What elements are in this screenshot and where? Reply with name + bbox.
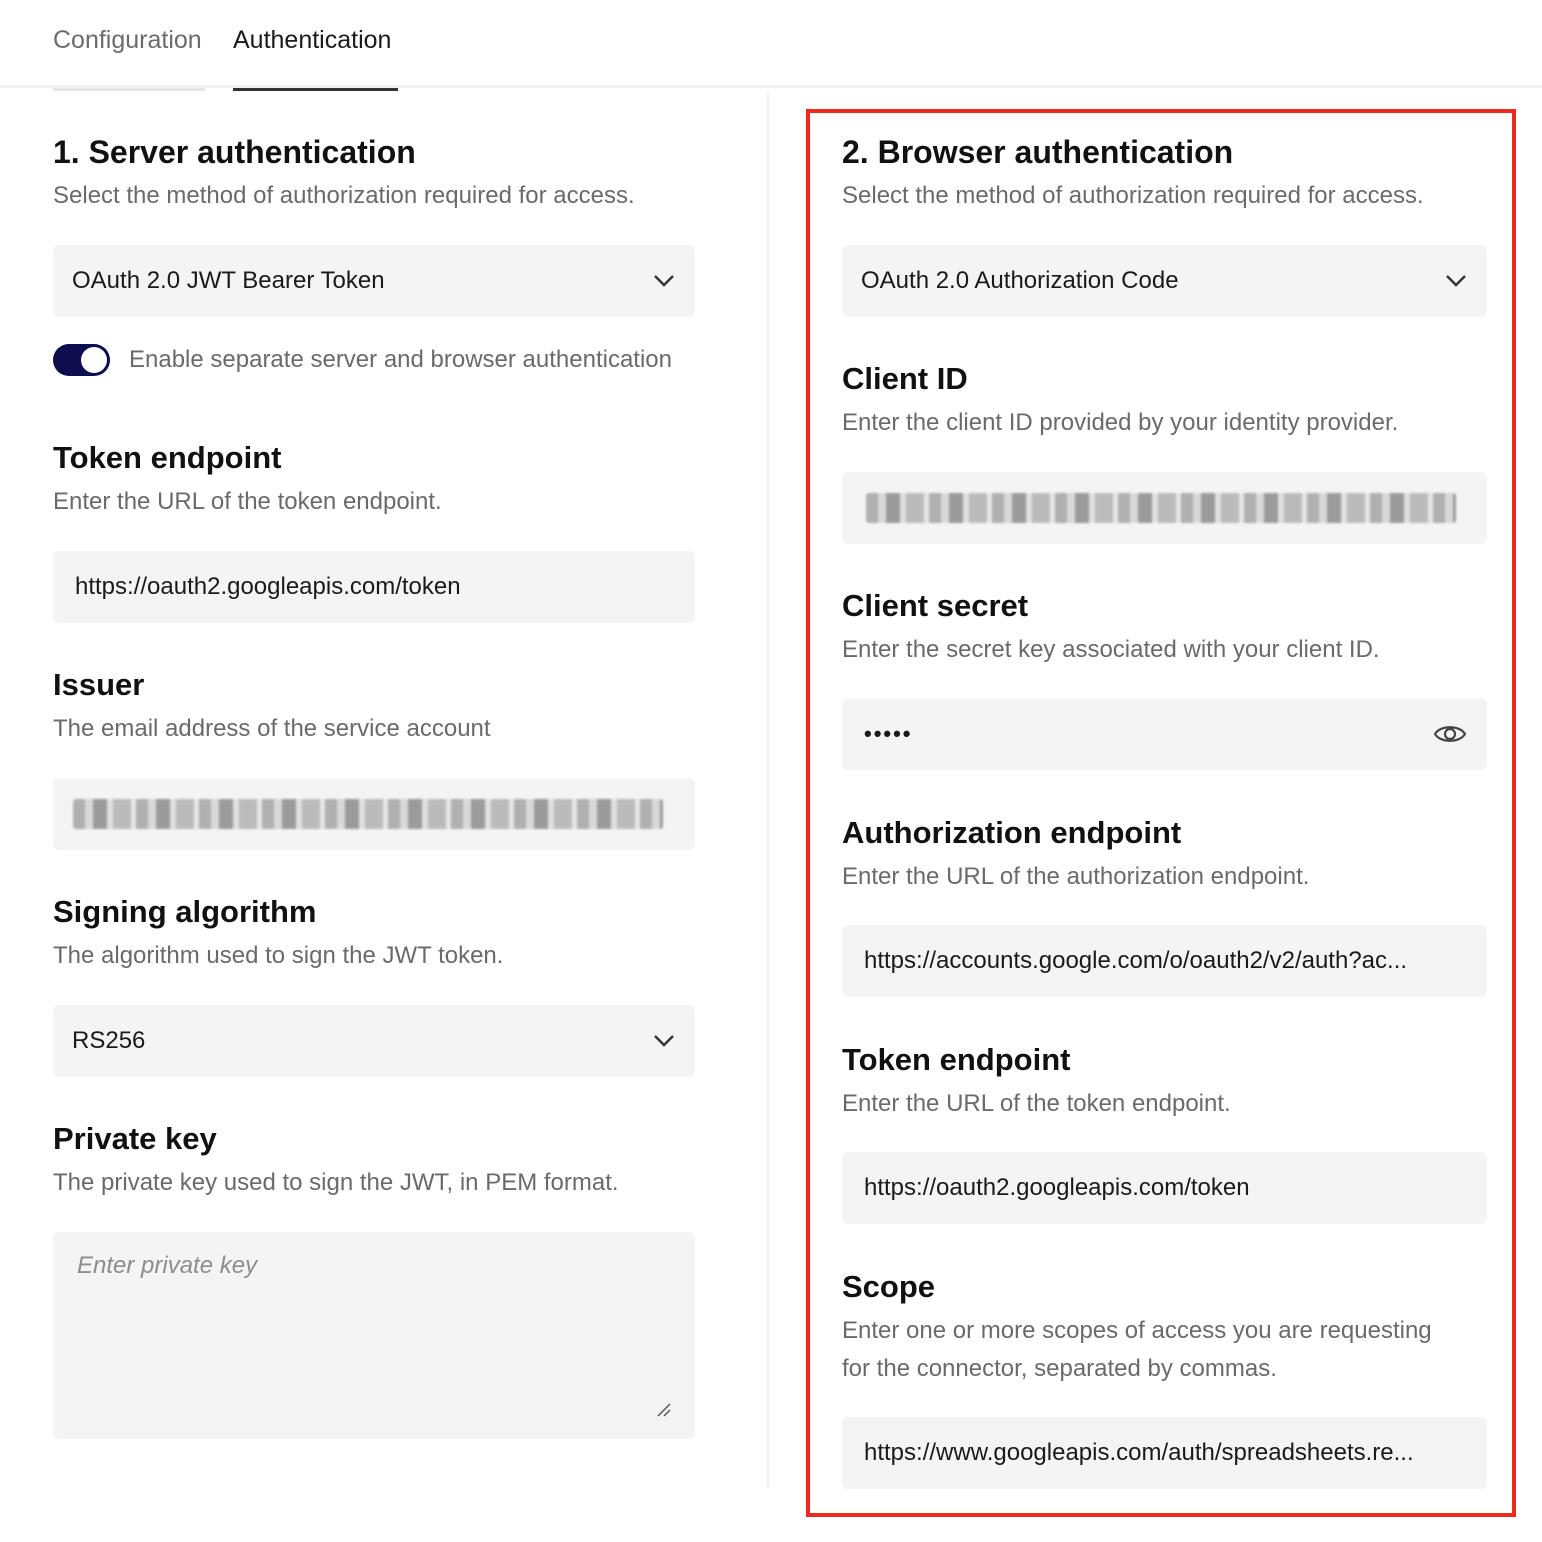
browser-token-endpoint-label: Token endpoint (842, 1042, 1071, 1077)
signing-algorithm-value: RS256 (72, 1027, 146, 1054)
scope-input[interactable] (842, 1417, 1487, 1489)
server-token-endpoint-label: Token endpoint (53, 440, 282, 475)
server-token-endpoint-value: https://oauth2.googleapis.com/token (75, 573, 461, 600)
issuer-input[interactable] (53, 778, 695, 850)
signing-algorithm-label: Signing algorithm (53, 894, 317, 929)
client-id-input[interactable] (842, 472, 1487, 544)
server-auth-title: 1. Server authentication (53, 134, 416, 170)
client-secret-value: ••••• (864, 721, 913, 746)
client-id-description: Enter the client ID provided by your identity provider. (842, 409, 1399, 436)
scope-label: Scope (842, 1269, 936, 1304)
client-secret-input[interactable] (842, 698, 1487, 770)
authorization-endpoint-value: https://accounts.google.com/o/oauth2/v2/auth?ac... (864, 947, 1408, 974)
signing-algorithm-description: The algorithm used to sign the JWT token. (53, 942, 504, 969)
column-divider (767, 91, 769, 1488)
authorization-endpoint-label: Authorization endpoint (842, 815, 1182, 850)
scope-value: https://www.googleapis.com/auth/spreadsheets.re... (864, 1439, 1414, 1466)
resize-grip-icon[interactable] (655, 1401, 671, 1417)
tab-configuration[interactable]: Configuration (53, 24, 205, 88)
toggle-knob (81, 347, 107, 373)
scope-description-line1: Enter one or more scopes of access you are requesting (842, 1317, 1432, 1344)
private-key-placeholder: Enter private key (77, 1252, 258, 1279)
server-method-value: OAuth 2.0 JWT Bearer Token (72, 267, 385, 294)
browser-token-endpoint-value: https://oauth2.googleapis.com/token (864, 1174, 1250, 1201)
browser-method-select[interactable] (842, 245, 1487, 317)
server-token-endpoint-description: Enter the URL of the token endpoint. (53, 488, 442, 515)
tab-authentication[interactable]: Authentication (233, 24, 398, 88)
server-auth-description: Select the method of authorization required for access. (53, 182, 635, 209)
server-method-select[interactable] (53, 245, 695, 317)
issuer-label: Issuer (53, 667, 145, 702)
scope-description-line2: for the connector, separated by commas. (842, 1355, 1277, 1382)
authorization-endpoint-input[interactable] (842, 925, 1487, 997)
client-secret-label: Client secret (842, 588, 1029, 623)
private-key-description: The private key used to sign the JWT, in PEM format. (53, 1169, 619, 1196)
client-id-label: Client ID (842, 361, 968, 396)
private-key-textarea[interactable] (53, 1232, 695, 1439)
browser-token-endpoint-input[interactable] (842, 1152, 1487, 1224)
tab-bar (0, 0, 1542, 88)
chevron-down-icon (1445, 274, 1467, 288)
private-key-label: Private key (53, 1121, 217, 1156)
browser-auth-title: 2. Browser authentication (842, 134, 1234, 170)
redacted-value (866, 493, 1456, 523)
separate-auth-toggle[interactable] (53, 344, 110, 376)
chevron-down-icon (653, 274, 675, 288)
authorization-endpoint-description: Enter the URL of the authorization endpoint. (842, 863, 1310, 890)
redacted-value (73, 799, 663, 829)
browser-method-value: OAuth 2.0 Authorization Code (861, 267, 1179, 294)
issuer-description: The email address of the service account (53, 715, 491, 742)
separate-auth-toggle-label: Enable separate server and browser authentication (129, 346, 672, 373)
server-token-endpoint-input[interactable] (53, 551, 695, 623)
browser-token-endpoint-description: Enter the URL of the token endpoint. (842, 1090, 1231, 1117)
chevron-down-icon (653, 1034, 675, 1048)
client-secret-description: Enter the secret key associated with your client ID. (842, 636, 1380, 663)
browser-auth-description: Select the method of authorization required for access. (842, 182, 1424, 209)
signing-algorithm-select[interactable] (53, 1005, 695, 1077)
eye-icon[interactable] (1433, 721, 1467, 747)
